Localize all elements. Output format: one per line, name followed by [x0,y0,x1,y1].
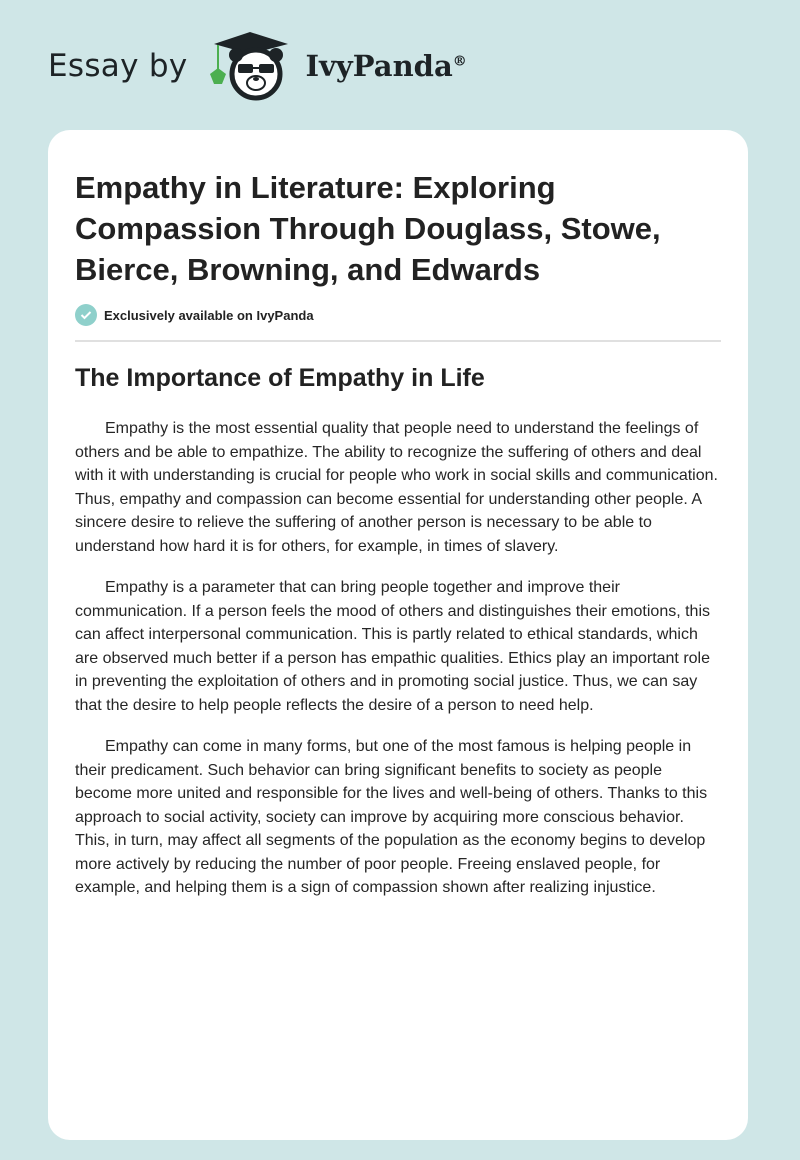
paragraph: Empathy can come in many forms, but one of the most famous is helping people in their predicament. Such behavior can bring significant benefits to society as people become more united and responsible for the lives and well-being of others. Thanks to this approach to social activity, society can improve by acquiring more conscious behavior. This, in turn, may affect all segments of the population as the economy begins to develop more actively by reducing the number of poor people. Freeing enslaved people, for example, and helping them is a sign of compassion shown after realizing injustice. [75,738,708,896]
brand-name[interactable] [306,49,467,83]
essay-card [48,130,748,1140]
badge-text: Exclusively available on IvyPanda [104,307,314,323]
site-header [48,28,467,104]
divider [75,340,721,342]
essay-title: Empathy in Literature: Exploring Compassion Through Douglass, Stowe, Bierce, Browning, and Edwards [75,170,661,287]
section-heading: The Importance of Empathy in Life [75,364,485,392]
paragraph: Empathy is a parameter that can bring people together and improve their communication. If a person feels the mood of others and distinguishes their emotions, this can affect interpersonal communication. This is partly related to ethical standards, which are observed much better if a person has empathic qualities. Ethics play an important role in preventing the exploitation of others and in promoting social justice. Thus, we can say that the desire to help people reflects the desire of a person to need help. [75,579,711,714]
panda-logo-icon[interactable] [206,28,298,104]
registered-mark: ® [452,53,467,70]
brand-text: IvyPanda [305,49,453,83]
check-icon [75,304,97,326]
essay-by-label: Essay by [48,48,188,84]
exclusive-badge [75,304,721,326]
paragraph: Empathy is the most essential quality that people need to understand the feelings of others and be able to empathize. The ability to recognize the suffering of others and deal with it with understanding is crucial for people who work in social skills and communication. Thus, empathy and compassion can become essential for understanding other people. A sincere desire to relieve the suffering of another person is necessary to be able to understand how hard it is for others, for example, in times of slavery. [75,420,718,555]
